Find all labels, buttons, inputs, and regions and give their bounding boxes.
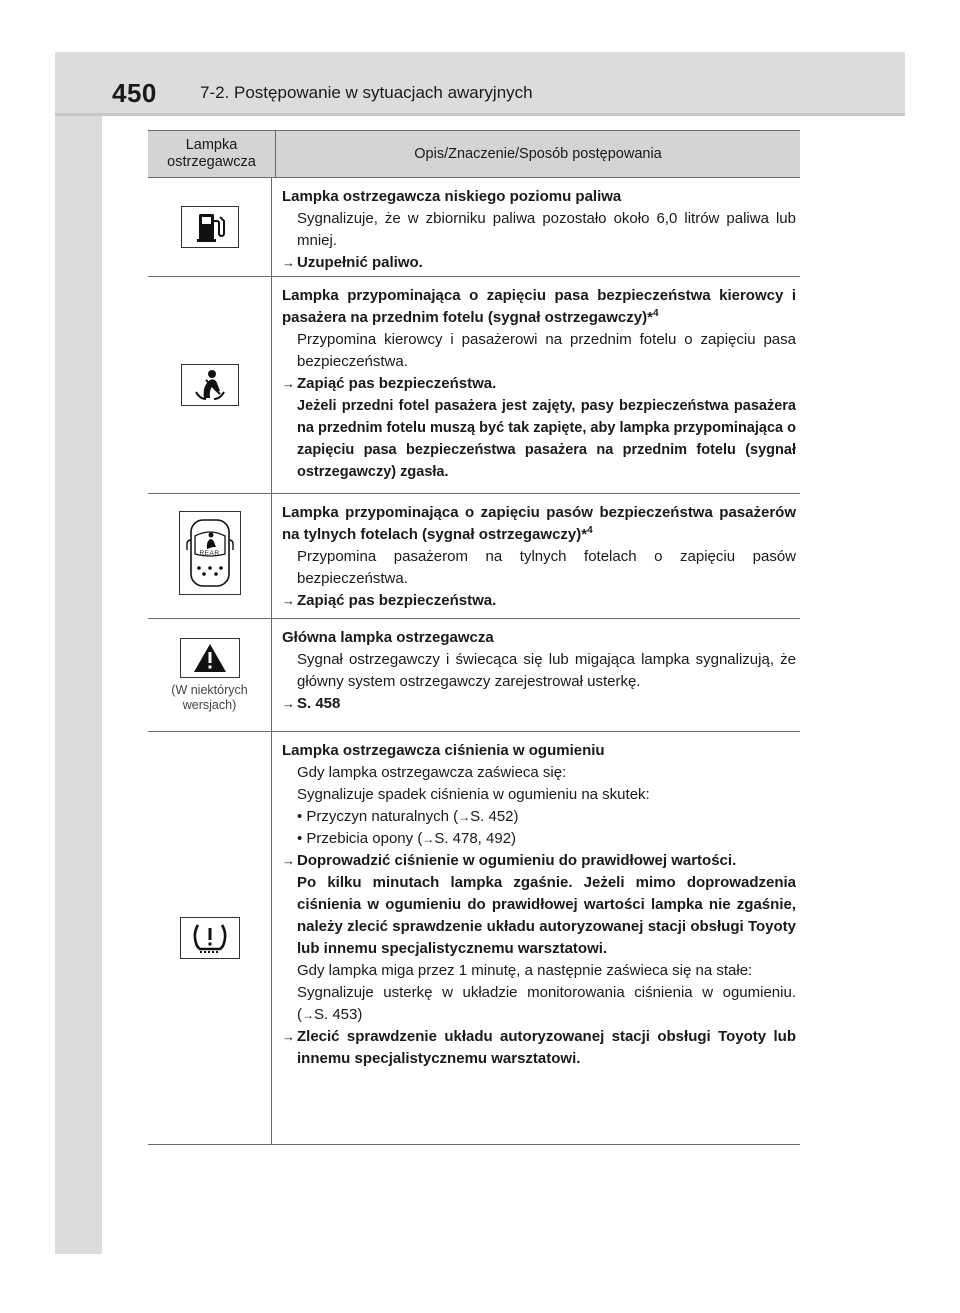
page-number: 450 [112,78,157,108]
arrow-icon: → [302,1008,314,1022]
row-line: Gdy lampka ostrzegawcza zaświeca się: [297,764,567,781]
page-reference[interactable] [302,1006,357,1023]
warning-lights-table [148,130,800,1145]
arrow-icon: → [282,696,295,711]
row-action[interactable] [282,693,796,715]
title-text: Lampka przypominająca o zapięciu pasa bezpieczeństwa kierowcy i pasażera na przednim fotelu (sygnał ostrzegawczy)* [282,287,796,326]
ref-text: S. 478, 492 [434,830,512,847]
row-title [282,502,796,546]
ref-text: S. 452 [470,808,514,825]
bullet-text: • Przyczyn naturalnych ( [297,808,459,825]
row-description: Sygnalizuje, że w zbiorniku paliwa pozostało około 6,0 litrów paliwa lub mniej. [297,210,796,249]
arrow-icon: → [282,255,295,270]
description-cell [272,619,800,731]
row-title: Główna lampka ostrzegawcza [282,629,494,646]
header-lamp: Lampka ostrzegawcza [148,131,276,177]
action-text: Zlecić sprawdzenie układu autoryzowanej stacji obsługi Toyoty lub innemu specjalistycznemu warsztatowi. [297,1028,796,1067]
row-title: Lampka ostrzegawcza ciśnienia w ogumieniu [282,742,605,759]
row-action [282,252,796,274]
header-divider [55,113,905,116]
bullet-close: ) [511,830,517,847]
row-action [282,1026,796,1070]
table-header [148,131,800,178]
icon-cell [148,178,272,276]
side-band [55,52,102,1254]
table-row [148,494,800,619]
row-description: Sygnał ostrzegawczy i świecąca się lub migająca lampka sygnalizują, że główny system ostrzegawczy zarejestrował usterkę. [297,651,796,690]
header-description: Opis/Znaczenie/Sposób postępowania [414,146,662,162]
action-text: Doprowadzić ciśnienie w ogumieniu do prawidłowej wartości. [297,852,737,869]
icon-cell [148,732,272,1144]
row-line [282,982,796,1026]
description-cell [272,494,800,618]
row-action [282,850,796,872]
row-description: Przypomina pasażerom na tylnych fotelach o zapięciu pasów bezpieczeństwa. [297,548,796,587]
line-text: Sygnalizuje usterkę w układzie monitorowania ciśnienia w ogumieniu. ( [297,984,796,1023]
bullet-close: ) [513,808,519,825]
master-warning-icon [180,638,240,678]
action-text: Uzupełnić paliwo. [297,254,423,271]
page-reference[interactable] [458,808,513,825]
arrow-icon: → [282,593,295,608]
icon-label: REAR [199,549,220,557]
table-row [148,178,800,277]
row-description: Przypomina kierowcy i pasażerowi na przednim fotelu o zapięciu pasa bezpieczeństwa. [297,331,796,370]
icon-cell [148,494,272,618]
icon-cell [148,619,272,731]
bullet-text: • Przebicia opony ( [297,830,423,847]
row-note: Po kilku minutach lampka zgaśnie. Jeżeli mimo doprowadzenia ciśnienia w ogumieniu do prawidłowej wartości lampka nie zgaśnie, należy zlecić sprawdzenie układu autoryzowanej stacji obsługi Toyoty lub innemu specjalistycznemu warsztatowi. [297,874,796,957]
row-note: Jeżeli przedni fotel pasażera jest zajęty, pasy bezpieczeństwa pasażera na przednim fotelu muszą być tak zapięte, aby lampka przypominająca o zapięciu pasa bezpieczeństwa pasażera na przednim fotelu (sygnał ostrzegawczy) zgasła. [297,398,796,480]
row-line: Gdy lampka miga przez 1 minutę, a następnie zaświeca się na stałe: [297,962,753,979]
page-reference[interactable] [422,830,511,847]
arrow-icon: → [282,1029,295,1044]
section-title: 7-2. Postępowanie w sytuacjach awaryjnych [200,83,533,102]
arrow-icon: → [422,832,435,846]
arrow-icon: → [282,376,295,391]
arrow-icon: → [282,853,295,868]
description-cell [272,732,800,1144]
line-close: ) [357,1006,363,1023]
icon-cell [148,277,272,493]
title-text: Lampka przypominająca o zapięciu pasów bezpieczeństwa pasażerów na tylnych fotelach (sygnał ostrzegawczy)* [282,504,796,543]
footnote-marker: 4 [652,308,659,319]
table-row [148,277,800,494]
tire-pressure-icon [180,917,240,959]
row-title: Lampka ostrzegawcza niskiego poziomu paliwa [282,188,622,205]
description-cell [272,277,800,493]
ref-text: S. 453 [314,1006,358,1023]
bullet-item [282,828,796,850]
bullet-item [282,806,796,828]
fuel-pump-icon [181,206,239,248]
icon-note: (W niektórych wersjach) [171,682,248,712]
table-row [148,732,800,1144]
arrow-icon: → [458,810,471,824]
action-text: Zapiąć pas bezpieczeństwa. [297,592,497,609]
seatbelt-icon [181,364,239,406]
footnote-marker: 4 [587,525,593,536]
action-text: Zapiąć pas bezpieczeństwa. [297,375,497,392]
description-cell [272,178,800,276]
page-reference[interactable]: S. 458 [297,695,341,712]
row-action [282,590,796,612]
row-title [282,285,796,329]
row-action [282,373,796,395]
table-row [148,619,800,732]
row-line: Sygnalizuje spadek ciśnienia w ogumieniu na skutek: [297,786,650,803]
